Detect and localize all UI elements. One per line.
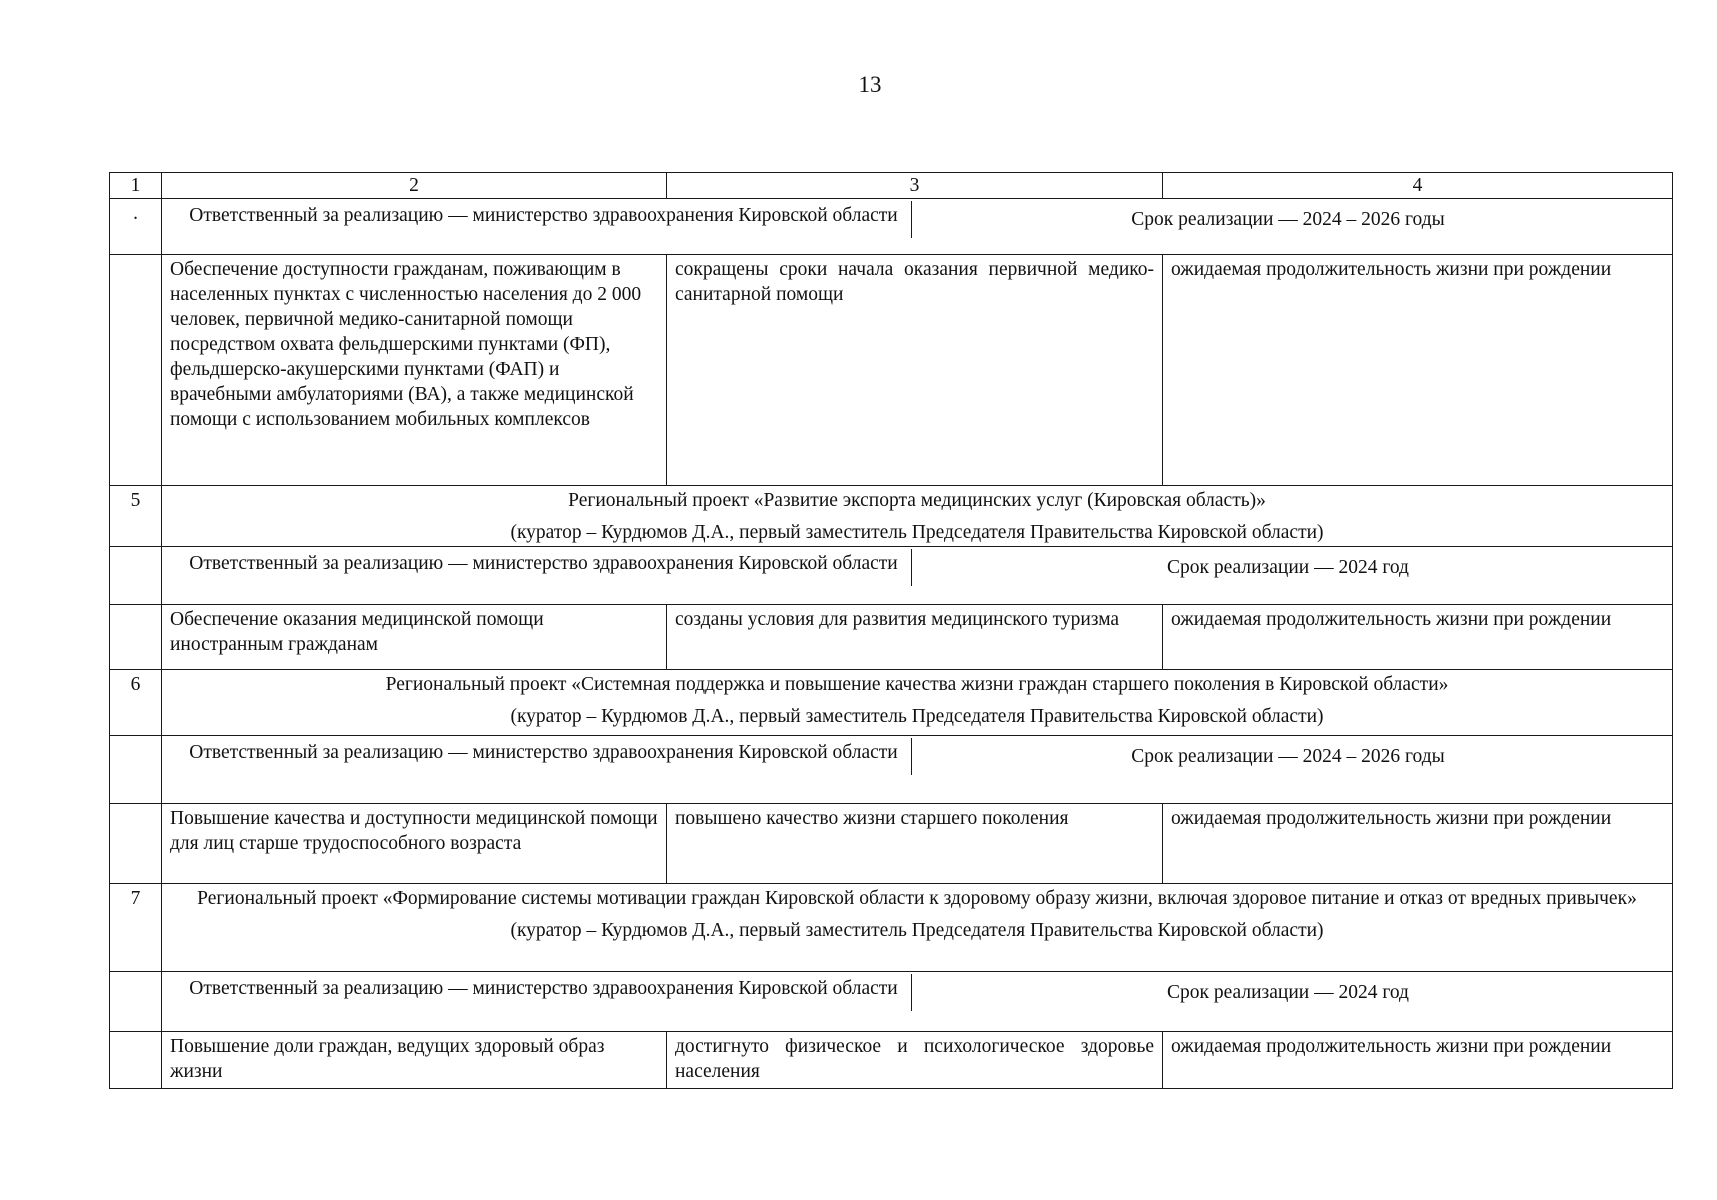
row-number: [110, 736, 162, 804]
responsible-row: [110, 199, 1673, 255]
term-text: Срок реализации — 2024 – 2026 годы: [1131, 209, 1445, 230]
row-number: [110, 972, 162, 1032]
task-row: [110, 255, 1673, 486]
column-number-header: 1: [110, 173, 162, 199]
project-number: 6: [110, 670, 162, 736]
effect-text: повышено качество жизни старшего поколения: [667, 804, 1163, 884]
indicator-text: ожидаемая продолжительность жизни при рождении: [1163, 1032, 1673, 1089]
effect-text: созданы условия для развития медицинского туризма: [667, 605, 1163, 670]
responsible-text: Ответственный за реализацию — министерство здравоохранения Кировской области: [170, 201, 912, 238]
project-row: [110, 884, 1673, 972]
task-text: Повышение доли граждан, ведущих здоровый образ жизни: [162, 1032, 667, 1089]
term-text: Срок реализации — 2024 год: [1167, 557, 1409, 578]
responsible-text: Ответственный за реализацию — министерство здравоохранения Кировской области: [170, 549, 912, 586]
page-number: 13: [858, 72, 882, 97]
projects-table: [109, 172, 1673, 1089]
term-text: Срок реализации — 2024 – 2026 годы: [1131, 746, 1445, 767]
project-curator: (куратор – Курдюмов Д.А., первый заместитель Председателя Правительства Кировской области): [510, 920, 1324, 941]
indicator-text: ожидаемая продолжительность жизни при рождении: [1163, 255, 1673, 486]
project-row: [110, 670, 1673, 736]
column-effect-header: 3: [667, 173, 1163, 199]
row-number: [110, 547, 162, 605]
task-row: [110, 605, 1673, 670]
project-curator: (куратор – Курдюмов Д.А., первый заместитель Председателя Правительства Кировской области): [510, 522, 1324, 543]
table-header-row: [110, 173, 1673, 199]
project-row: [110, 486, 1673, 547]
project-title: Региональный проект «Формирование системы мотивации граждан Кировской области к здоровому образу жизни, включая здоровое питание и отказ от вредных привычек»: [197, 888, 1637, 909]
responsible-text: Ответственный за реализацию — министерство здравоохранения Кировской области: [170, 738, 912, 775]
project-title: Региональный проект «Развитие экспорта медицинских услуг (Кировская область)»: [568, 490, 1266, 511]
effect-text: достигнуто физическое и психологическое здоровье населения: [667, 1032, 1163, 1089]
responsible-row: [110, 736, 1673, 804]
column-indicator-header: 4: [1163, 173, 1673, 199]
task-text: Повышение качества и доступности медицинской помощи для лиц старше трудоспособного возраста: [162, 804, 667, 884]
task-text: Обеспечение доступности гражданам, поживающим в населенных пунктах с численностью населения до 2 000 человек, первичной медико-санитарной помощи посредством охвата фельдшерскими пунктами (ФП), фельдшерско-акушерскими пунктами (ФАП) и врачебными амбулаториями (ВА), а также медицинской помощи с использованием мобильных комплексов: [162, 255, 667, 486]
responsible-row: [110, 547, 1673, 605]
project-curator: (куратор – Курдюмов Д.А., первый заместитель Председателя Правительства Кировской области): [510, 706, 1324, 727]
project-title: Региональный проект «Системная поддержка и повышение качества жизни граждан старшего поколения в Кировской области»: [385, 674, 1449, 695]
task-text: Обеспечение оказания медицинской помощи иностранным гражданам: [162, 605, 667, 670]
project-number: 5: [110, 486, 162, 547]
responsible-row: [110, 972, 1673, 1032]
term-text: Срок реализации — 2024 год: [1167, 982, 1409, 1003]
row-number: .: [110, 199, 162, 255]
indicator-text: ожидаемая продолжительность жизни при рождении: [1163, 605, 1673, 670]
column-task-header: 2: [162, 173, 667, 199]
task-row: [110, 804, 1673, 884]
effect-text: сокращены сроки начала оказания первичной медико-санитарной помощи: [667, 255, 1163, 486]
project-number: 7: [110, 884, 162, 972]
responsible-text: Ответственный за реализацию — министерство здравоохранения Кировской области: [170, 974, 912, 1011]
task-row: [110, 1032, 1673, 1089]
indicator-text: ожидаемая продолжительность жизни при рождении: [1163, 804, 1673, 884]
